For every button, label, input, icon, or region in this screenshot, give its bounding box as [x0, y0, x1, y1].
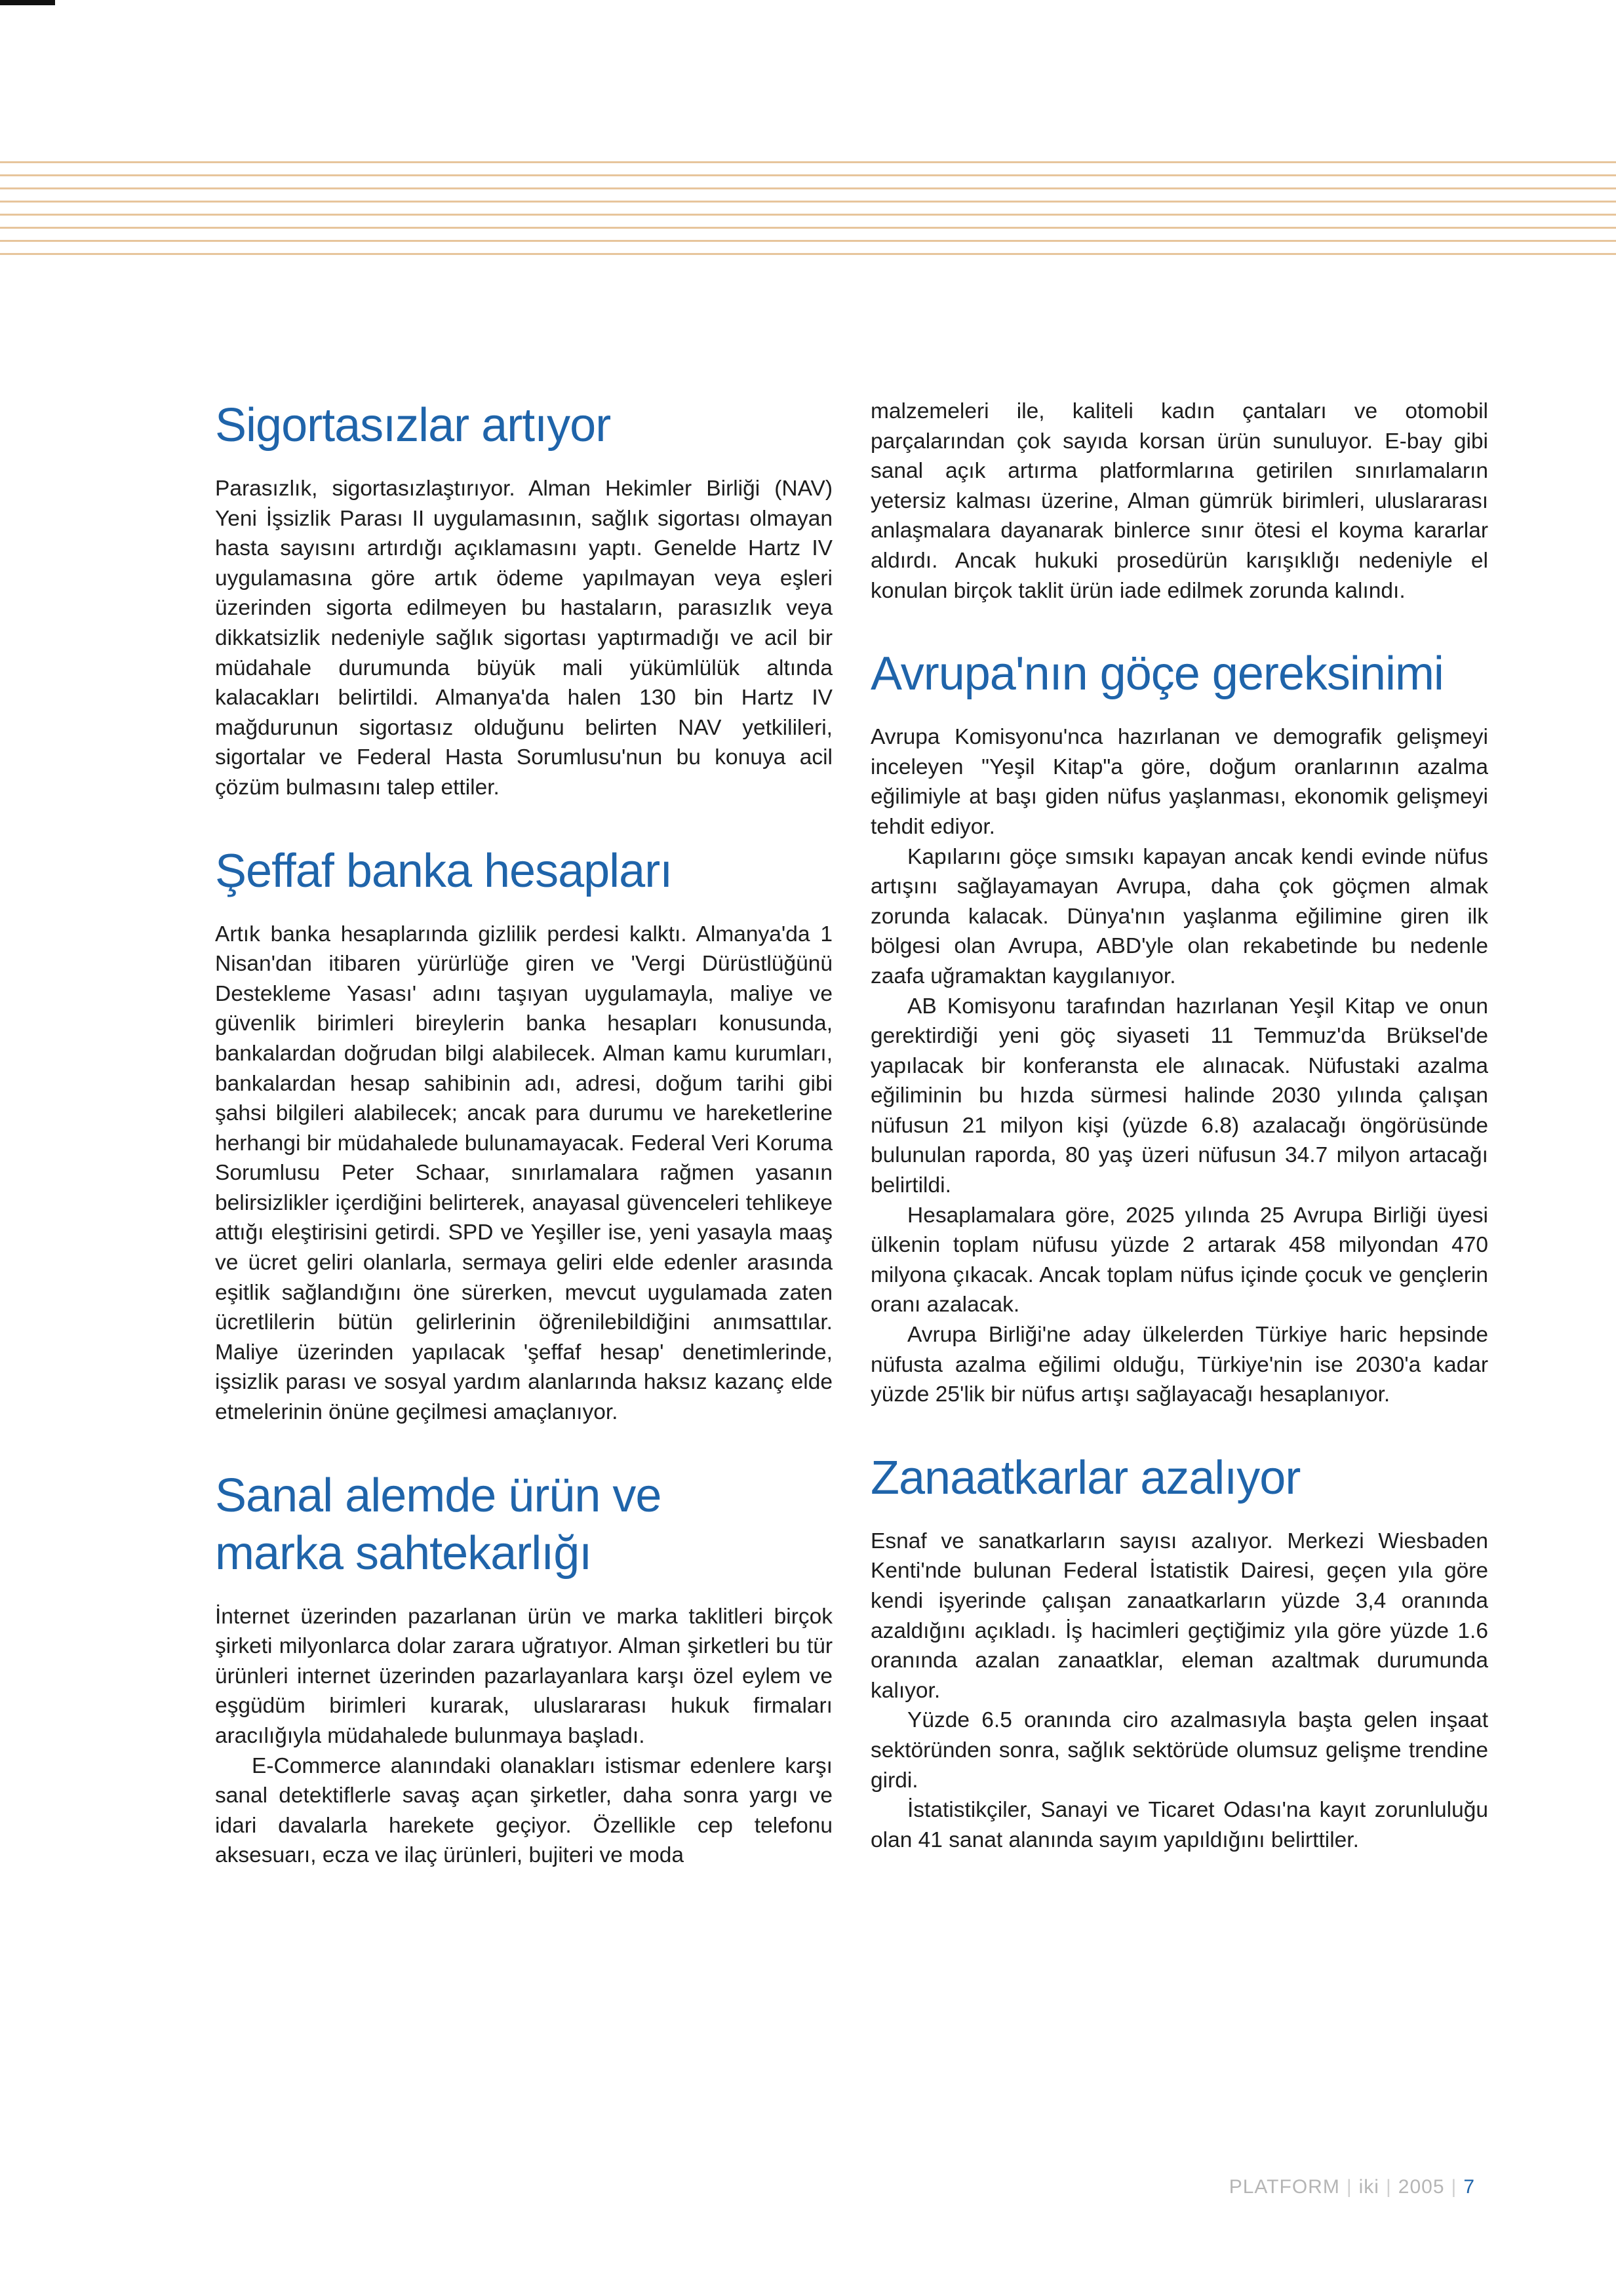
article-paragraph: Artık banka hesaplarında gizlilik perdesi kalktı. Almanya'da 1 Nisan'dan itibaren yürürlüğe giren ve 'Vergi Dürüstlüğünü Destekleme Yasası' adını taşıyan uygulamayla, maliye ve güvenlik birimleri bireylerin banka hesapları konusunda, bankalardan doğrudan bilgi alabilecek. Alman kamu kurumları, bankalardan hesap sahibinin adı, adresi, doğum tarihi gibi şahsi bilgileri alabilecek; ancak para durumu ve hareketlerine herhangi bir müdahalede bulunamayacak. Federal Veri Koruma Sorumlusu Peter Schaar, sınırlamalara rağmen yasanın belirsizlikler içerdiğini belirterek, anayasal güvenceleri tehlikeye attığı eleştirisini getirdi. SPD ve Yeşiller ise, yeni yasayla maaş ve ücret geliri olanlarla, sermaya geliri elde edenler arasında eşitlik sağlandığını öne sürerken, mevcut uygulamada zaten ücretlilerin bütün gelirlerinin öğrenilebildiğini anımsattılar. Maliye üzerinden yapılacak 'şeffaf hesap' denetimlerinde, işsizlik parası ve sosyal yardım alanlarında haksız kazanç elde etmelerinin önüne geçilmesi amaçlanıyor.: [215, 922, 833, 1425]
footer-separator: |: [1385, 2176, 1392, 2198]
article-title: Zanaatkarlar azalıyor: [871, 1451, 1301, 1504]
article-title: Şeffaf banka hesapları: [215, 844, 673, 897]
magazine-name: PLATFORM: [1229, 2176, 1340, 2198]
article-sigortasizlar: [215, 397, 833, 803]
article-title: Sigortasızlar artıyor: [215, 399, 611, 452]
article-title: Sanal alemde ürün ve marka sahtekarlığı: [215, 1469, 661, 1580]
footer-separator: |: [1346, 2176, 1352, 2198]
decorative-stripes: [0, 161, 1616, 256]
article-paragraph: E-Commerce alanındaki olanakları istismar edenlere karşı sanal detektiflerle savaş açan şirketler, daha sonra yargı ve idari davalarla harekete geçiyor. Özellikle cep telefonu aksesuarı, ecza ve ilaç ürünleri, bujiteri ve moda: [215, 1753, 833, 1868]
article-avrupa-goc: [871, 645, 1488, 1410]
article-seffaf-banka: [215, 842, 833, 1428]
article-paragraph: Parasızlık, sigortasızlaştırıyor. Alman Hekimler Birliği (NAV) Yeni İşsizlik Parası II uygulamasının, sağlık sigortası olmayan hasta sayısını artırdığı açıklamasını yaptı. Genelde Hartz IV uygulamasına göre artık ödeme yapılmayan veya eşleri üzerinden sigorta edilmeyen bu hastaların, parasızlık veya dikkatsizlik nedeniyle sağlık sigortası yaptırmadığı ve acil bir müdahale durumunda büyük mali yükümlülük altında kalacakları belirtildi. Almanya'da halen 130 bin Hartz IV mağdurunun sigortasız olduğunu belirten NAV yetkilileri, sigortalar ve Federal Hasta Sorumlusu'nun bu konuya acil çözüm bulmasını talep ettiler.: [215, 477, 833, 800]
article-sanal-alem: [215, 1467, 833, 1871]
article-paragraph: Yüzde 6.5 oranında ciro azalmasıyla başta gelen inşaat sektöründen sonra, sağlık sektörüde olumsuz gelişme trendine girdi.: [871, 1708, 1488, 1793]
article-paragraph: Esnaf ve sanatkarların sayısı azalıyor. Merkezi Wiesbaden Kenti'nde bulunan Federal İstatistik Dairesi, geçen yıla göre kendi işyerinde çalışan zanaatkarların yüzde 3,4 oranında azaldığını açıkladı. İş hacimleri geçtiğimiz yıla göre yüzde 1.6 oranında azalan zanaatklar, eleman azaltmak durumunda kalıyor.: [871, 1528, 1488, 1703]
left-column: [215, 397, 833, 1871]
article-continuation: malzemeleri ile, kaliteli kadın çantaları ve otomobil parçalarından çok sayıda korsan ürün sunuluyor. E-bay gibi sanal açık artırma platformlarına getirilen sınırlamaların yetersiz kalması üzerine, Alman gümrük birimleri, uluslararası anlaşmalara dayanarak binlerce sınır ötesi el koyma kararlar aldırdı. Ancak hukuki prosedürün karışıklığı nedeniyle el konulan birçok taklit ürün iade edilmek zorunda kalındı.: [871, 399, 1488, 603]
right-column: [871, 397, 1488, 1855]
page-number: 7: [1463, 2176, 1475, 2198]
article-paragraph: Avrupa Birliği'ne aday ülkelerden Türkiye haric hepsinde nüfusta azalma eğilimi olduğu, Türkiye'nin ise 2030'a kadar yüzde 25'lik bir nüfus artışı sağlayacağı hesaplanıyor.: [871, 1323, 1488, 1407]
article-paragraph: Avrupa Komisyonu'nca hazırlanan ve demografik gelişmeyi inceleyen "Yeşil Kitap"a göre, doğum oranlarının azalma eğilimiyle at başı giden nüfus yaşlanması, ekonomik gelişmeyi tehdit ediyor.: [871, 725, 1488, 839]
footer-separator: |: [1451, 2176, 1457, 2198]
article-paragraph: İstatistikçiler, Sanayi ve Ticaret Odası'na kayıt zorunluluğu olan 41 sanat alanında sayım yapıldığını belirttiler.: [871, 1798, 1488, 1852]
article-paragraph: AB Komisyonu tarafından hazırlanan Yeşil Kitap ve onun gerektirdiği yeni göç siyaseti 11 Temmuz'da Brüksel'de yapılacak bir konferansta ele alınacak. Nüfustaki azalma eğiliminin bu hızda sürmesi halinde 2030 yılında çalışan nüfusun 21 milyon kişi (yüzde 6.8) azalacağı öngörüsünde bulunulan raporda, 80 yaş üzeri nüfusun 34.7 milyon artacağı belirtildi.: [871, 994, 1488, 1198]
crop-mark: [0, 0, 55, 5]
article-paragraph: Hesaplamalara göre, 2025 yılında 25 Avrupa Birliği üyesi ülkenin toplam nüfusu yüzde 2 artarak 458 milyondan 470 milyona çıkacak. Ancak toplam nüfus içinde çocuk ve gençlerin oranı azalacak.: [871, 1203, 1488, 1317]
issue-label: iki: [1358, 2176, 1379, 2198]
article-paragraph: Kapılarını göçe sımsıkı kapayan ancak kendi evinde nüfus artışını sağlayamayan Avrupa, daha çok göçmen almak zorunda kalacak. Dünya'nın yaşlanma eğilimine giren ilk bölgesi olan Avrupa, ABD'yle olan rekabetinde bu nedenle zaafa uğramaktan kaygılanıyor.: [871, 844, 1488, 988]
article-zanaatkarlar: [871, 1449, 1488, 1856]
page-footer: [1229, 2176, 1475, 2198]
article-title: Avrupa'nın göçe gereksinimi: [871, 648, 1444, 701]
issue-year: 2005: [1398, 2176, 1445, 2198]
article-paragraph: İnternet üzerinden pazarlanan ürün ve marka taklitleri birçok şirketi milyonlarca dolar zarara uğratıyor. Alman şirketleri bu tür ürünleri internet üzerinden pazarlayanlara karşı özel eylem ve eşgüdüm birimleri kurarak, uluslararası hukuk firmaları aracılığıyla müdahalede bulunmaya başladı.: [215, 1604, 833, 1748]
